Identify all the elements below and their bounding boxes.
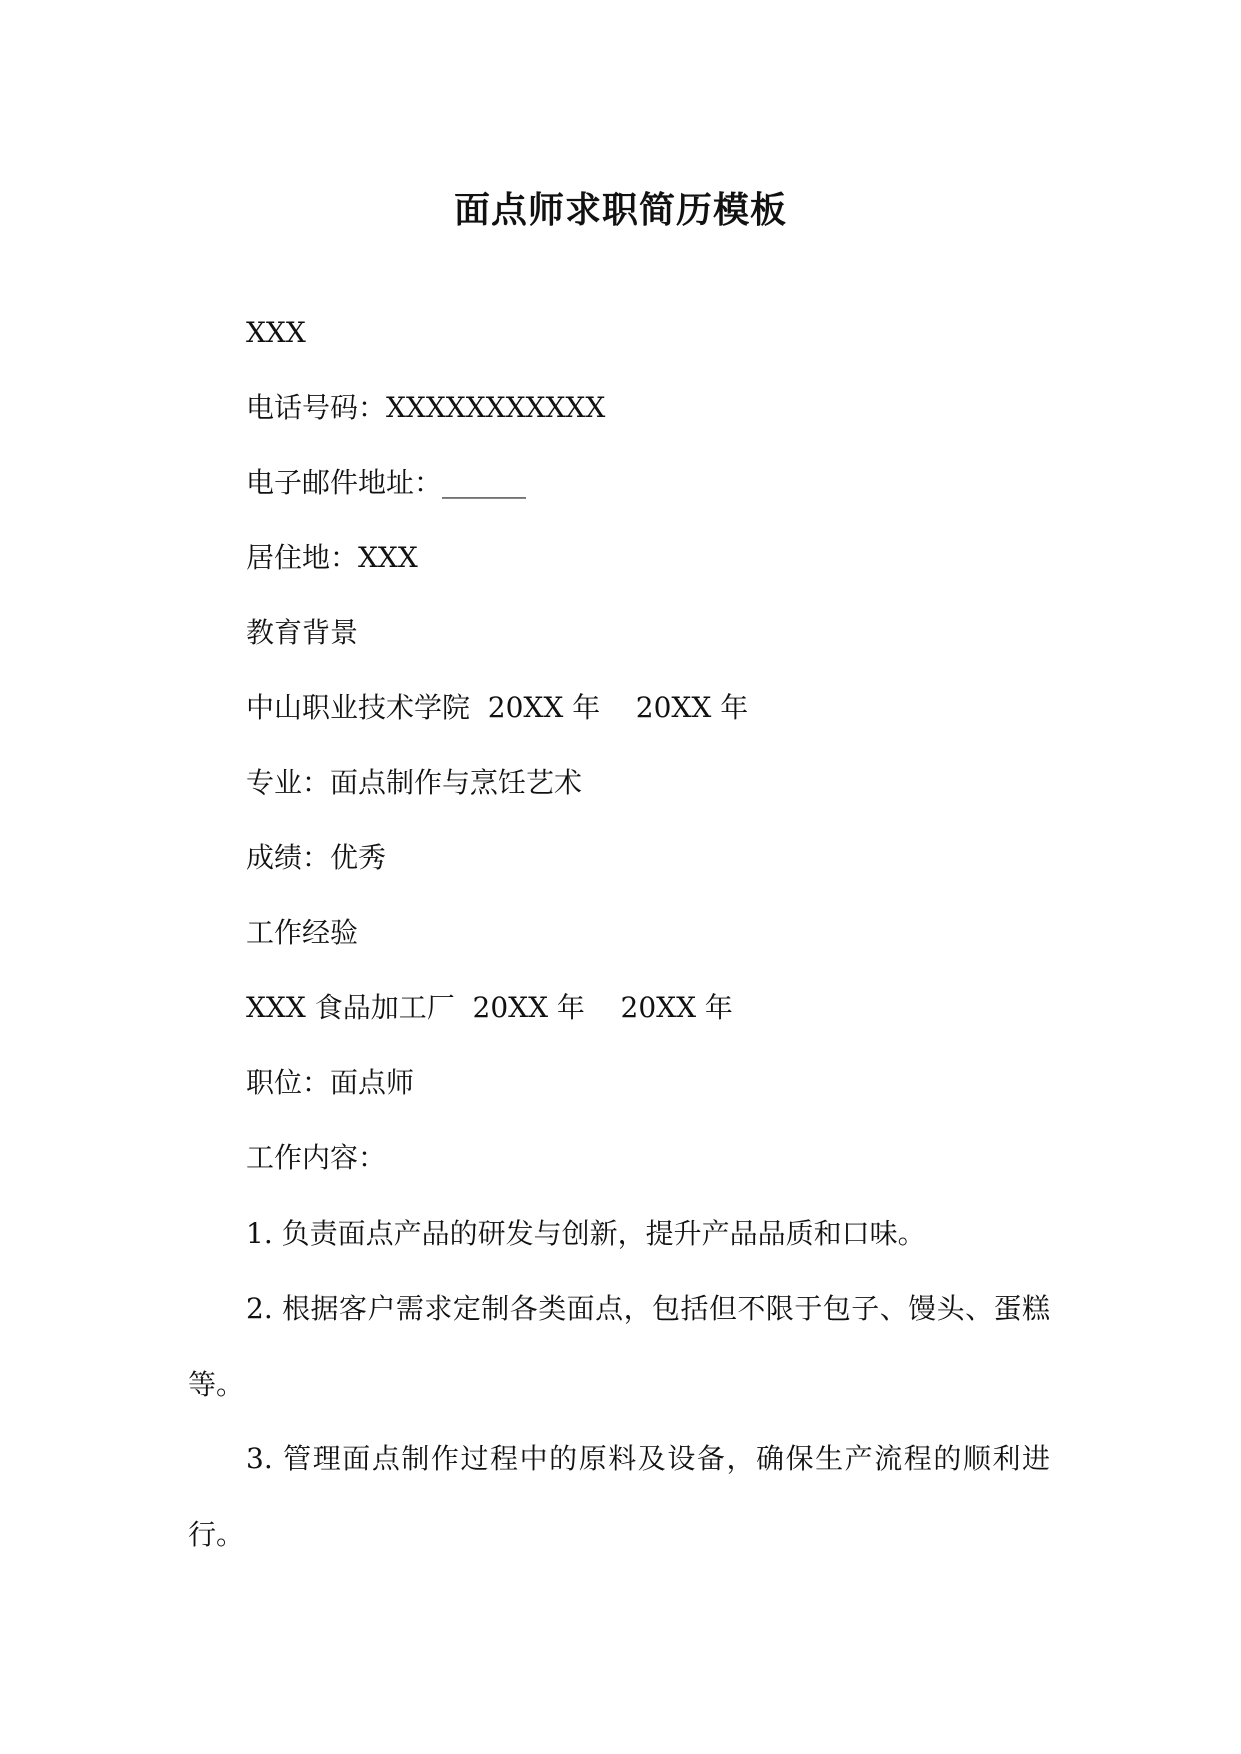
applicant-name: XXX: [246, 316, 306, 349]
duty-item-1: 1. 负责面点产品的研发与创新，提升产品品质和口味。: [246, 1217, 926, 1250]
residence-line: 居住地：XXX: [246, 541, 418, 574]
education-heading: 教育背景: [246, 616, 359, 649]
document-title: 面点师求职简历模板: [453, 189, 787, 231]
phone-line: 电话号码：XXXXXXXXXXX: [246, 391, 606, 424]
school-line: 中山职业技术学院 20XX 年 20XX 年: [246, 691, 749, 724]
email-line: 电子邮件地址：______: [246, 466, 527, 499]
duty-item-3: 3. 管理面点制作过程中的原料及设备，确保生产流程的顺利进行。: [188, 1442, 1050, 1551]
duty-item-2: 2. 根据客户需求定制各类面点，包括但不限于包子、馒头、蛋糕等。: [188, 1292, 1050, 1401]
company-line: XXX 食品加工厂 20XX 年 20XX 年: [246, 991, 733, 1024]
position-line: 职位：面点师: [246, 1066, 415, 1099]
work-heading: 工作经验: [246, 916, 359, 949]
duties-heading: 工作内容：: [246, 1141, 387, 1174]
major-line: 专业：面点制作与烹饪艺术: [246, 766, 583, 799]
grade-line: 成绩：优秀: [246, 841, 387, 874]
